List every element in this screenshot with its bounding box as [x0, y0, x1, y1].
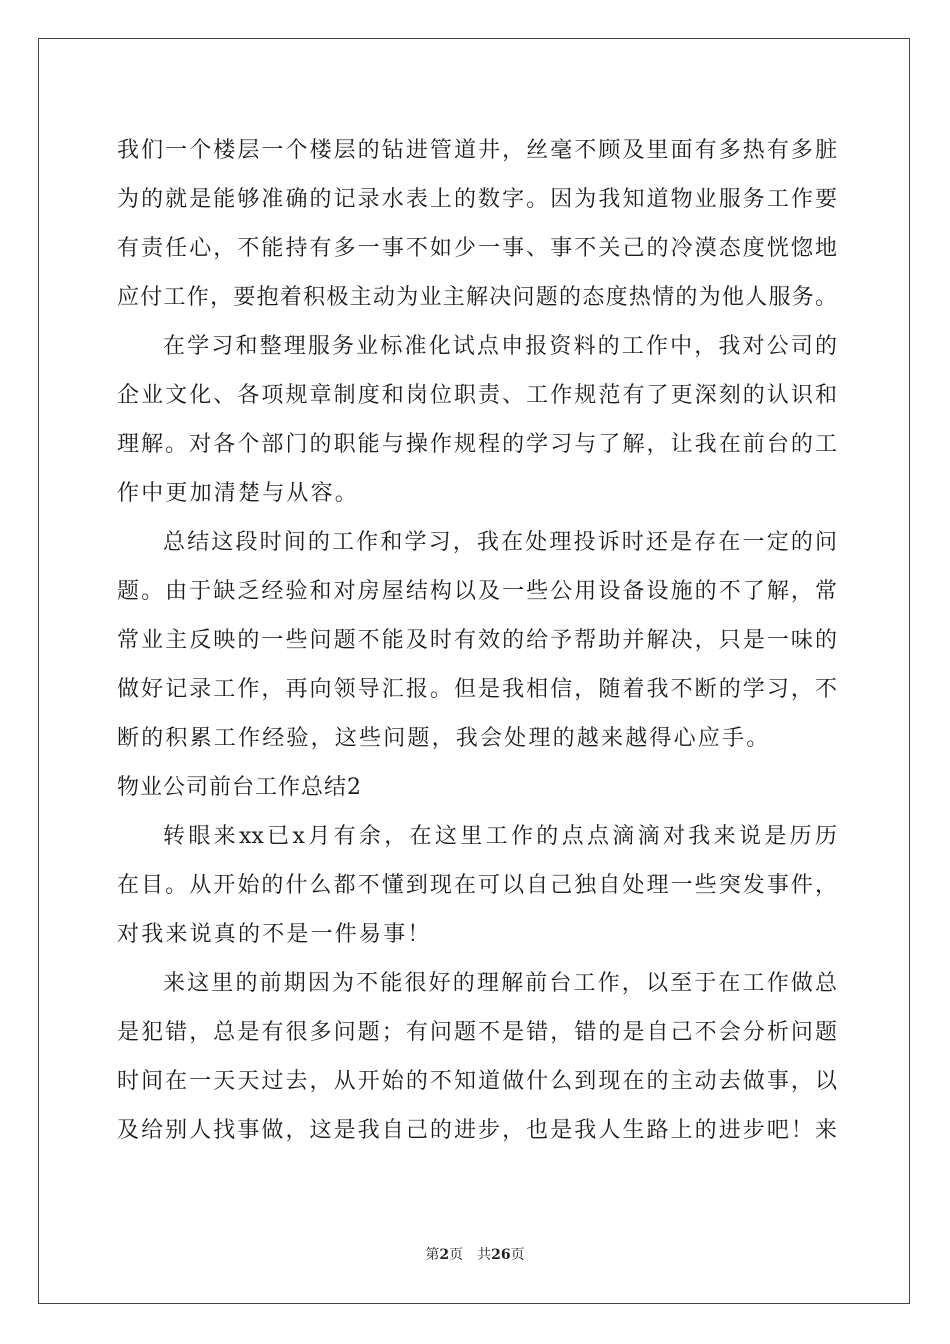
text-line: 应付工作，要抱着积极主动为业主解决问题的态度热情的为他人服务。 [117, 285, 837, 310]
text-line: 断的积累工作经验，这些问题，我会处理的越来越得心应手。 [117, 726, 771, 751]
paragraph-first-line: 来这里的前期因为不能很好的理解前台工作，以至于在工作做总 [163, 971, 837, 996]
paragraph-first-line: 总结这段时间的工作和学习，我在处理投诉时还是存在一定的问 [163, 530, 837, 555]
text-line: 理解。对各个部门的职能与操作规程的学习与了解，让我在前台的工 [117, 432, 837, 457]
paragraph-first-line: 在学习和整理服务业标准化试点申报资料的工作中，我对公司的 [163, 334, 837, 359]
text-line: 题。由于缺乏经验和对房屋结构以及一些公用设备设施的不了解，常 [117, 579, 837, 604]
text-line: 时间在一天天过去，从开始的不知道做什么到现在的主动去做事，以 [117, 1069, 837, 1094]
total-prefix: 共 [477, 1247, 492, 1263]
text-line: 作中更加清楚与从容。 [117, 481, 360, 506]
document-body [117, 126, 837, 1155]
text-line: 对我来说真的不是一件易事！ [117, 922, 432, 947]
text-line: 有责任心，不能持有多一事不如少一事、事不关己的冷漠态度恍惚地 [117, 236, 837, 261]
page-current: 2 [439, 1247, 450, 1263]
page-prefix: 第 [425, 1247, 440, 1263]
page-unit: 页 [449, 1247, 464, 1263]
text-line: 为的就是能够准确的记录水表上的数字。因为我知道物业服务工作要 [117, 187, 837, 212]
text-line: 常业主反映的一些问题不能及时有效的给予帮助并解决，只是一味的 [117, 628, 837, 653]
page-footer [0, 1244, 950, 1264]
text-line: 及给别人找事做，这是我自己的进步，也是我人生路上的进步吧！来 [117, 1118, 837, 1143]
text-line: 我们一个楼层一个楼层的钻进管道井，丝毫不顾及里面有多热有多脏 [117, 138, 837, 163]
text-line: 企业文化、各项规章制度和岗位职责、工作规范有了更深刻的认识和 [117, 383, 837, 408]
total-unit: 页 [510, 1247, 525, 1263]
text-line: 是犯错，总是有很多问题；有问题不是错，错的是自己不会分析问题 [117, 1020, 837, 1045]
section-heading: 物业公司前台工作总结2 [117, 775, 362, 800]
paragraph-first-line: 转眼来xx已x月有余，在这里工作的点点滴滴对我来说是历历 [163, 824, 837, 849]
text-line: 做好记录工作，再向领导汇报。但是我相信，随着我不断的学习，不 [117, 677, 837, 702]
text-line: 在目。从开始的什么都不懂到现在可以自己独自处理一些突发事件， [117, 873, 837, 898]
page-total: 26 [491, 1247, 511, 1263]
